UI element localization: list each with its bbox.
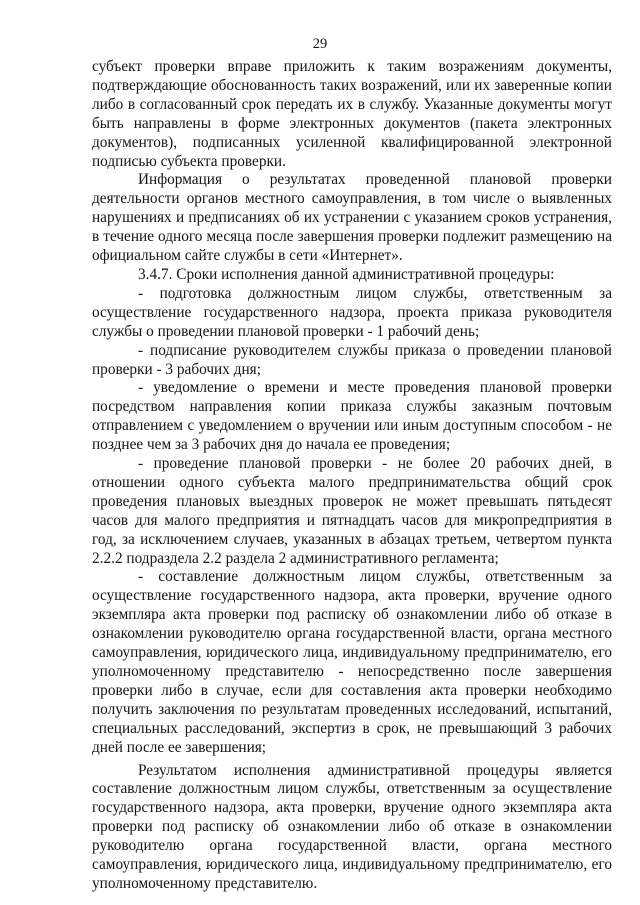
- list-item-notification: - уведомление о времени и месте проведения плановой проверки посредством направления копии приказа службы заказным почтовым отправлением с уведомлением о вручении или иным доступным способом - не позднее чем за 3 рабочих дня до начала ее проведения;: [92, 379, 612, 454]
- paragraph-inspection-results-publication: Информация о результатах проведенной плановой проверки деятельности органов местного самоуправления, в том числе о выявленных нарушениях и предписаниях об их устранении с указанием сроков устранения, в течение одного месяца после завершения проверки подлежит размещению на официальном сайте службы в сети «Интернет».: [92, 171, 612, 265]
- list-item-order-preparation: - подготовка должностным лицом службы, ответственным за осуществление государственного надзора, проекта приказа руководителя службы о проведении плановой проверки - 1 рабочий день;: [92, 284, 612, 340]
- page-number: 29: [312, 36, 328, 52]
- list-item-inspection-duration: - проведение плановой проверки - не более 20 рабочих дней, в отношении одного субъекта малого предпринимательства общий срок проведения плановых выездных проверок не может превышать пятьдесят часов для малого предприятия и пятнадцать часов для микропредприятия в год, за исключением случаев, указанных в абзацах третьем, четвертом пункта 2.2.2 подраздела 2.2 раздела 2 административного регламента;: [92, 455, 612, 567]
- paragraph-objection-documents: субъект проверки вправе приложить к таким возражениям документы, подтверждающие обоснованность таких возражений, или их заверенные копии либо в согласованный срок передать их в службу. Указанные документы могут быть направлены в форме электронных документов (пакета электронных документов), подписанных усиленной квалифицированной электронной подписью субъекта проверки.: [92, 58, 612, 170]
- list-item-act-drafting: - составление должностным лицом службы, ответственным за осуществление государственного надзора, акта проверки, вручение одного экземпляра акта проверки под расписку об ознакомлении либо об отказе в ознакомлении руководителю органа государственной власти, органа местного самоуправления, юридического лица, индивидуальному предпринимателю, его уполномоченному представителю - непосредственно после завершения проверки либо в случае, если для составления акта проверки необходимо получить заключения по результатам проведенных исследований, испытаний, специальных расследований, экспертиз в срок, не превышающий 3 рабочих дней после ее завершения;: [92, 568, 612, 756]
- paragraph-procedure-result: Результатом исполнения административной процедуры является составление должностным лицом службы, ответственным за осуществление государственного надзора, акта проверки, вручение одного экземпляра акта проверки под расписку об ознакомлении либо об отказе в ознакомлении руководителю органа государственной власти, органа местного самоуправления, юридического лица, индивидуальному предпринимателю, его уполномоченному представителю.: [92, 761, 612, 892]
- paragraph-section-3-4-7-heading: 3.4.7. Сроки исполнения данной административной процедуры:: [138, 265, 555, 283]
- document-body: [92, 58, 612, 894]
- list-item-order-signing: - подписание руководителем службы приказа о проведении плановой проверки - 3 рабочих дня;: [92, 341, 612, 378]
